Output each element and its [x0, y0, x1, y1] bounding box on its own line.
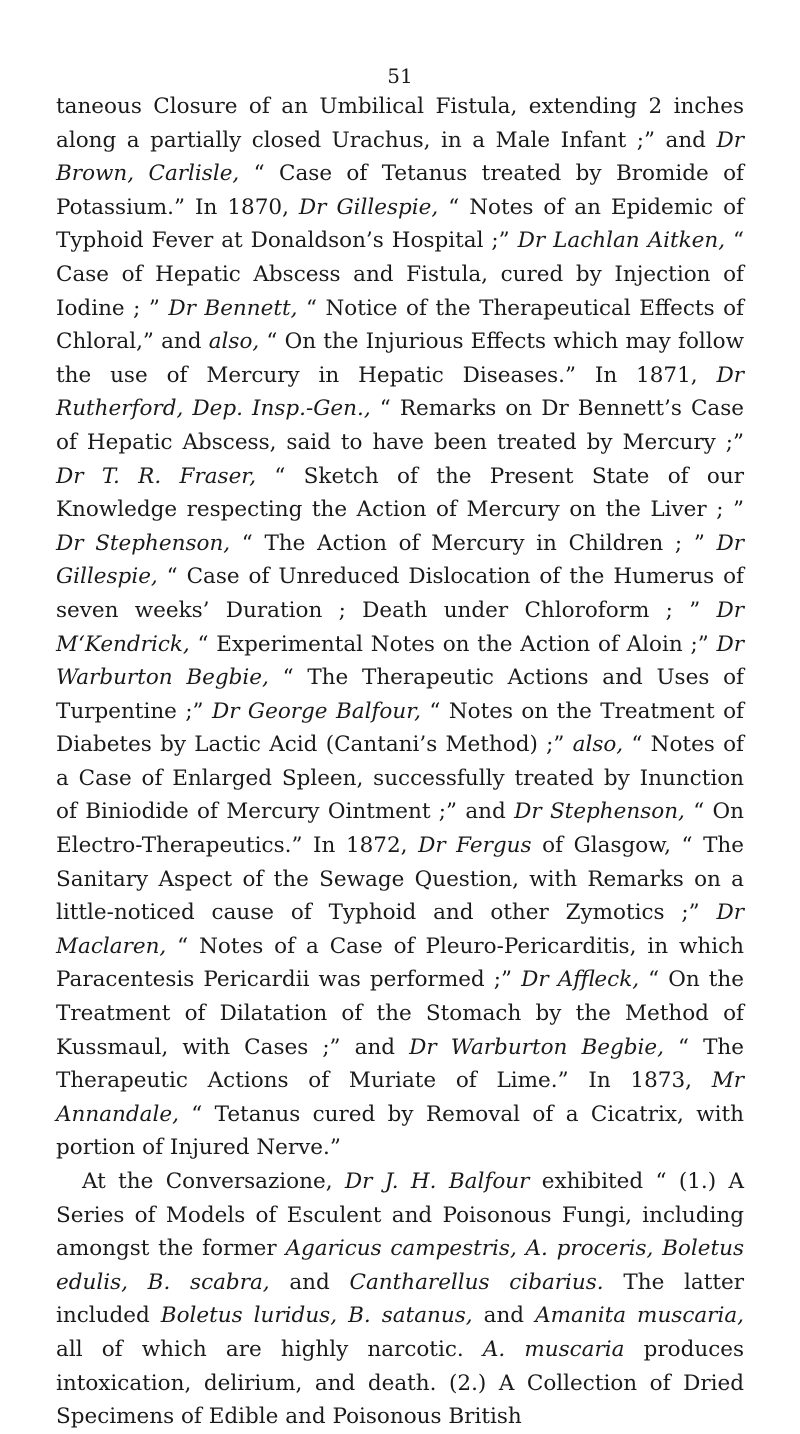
- text-run: exhibited “ (1.) A Series of Models of Esculent and Poisonous Fungi, including amongst the former: [56, 1169, 744, 1262]
- text-run: and: [269, 1269, 350, 1295]
- text-run: “ Case of Hepatic Abscess and Fistula, cured by Injection of Iodine ; ”: [56, 228, 745, 321]
- italic-run: Dr Bennett,: [168, 295, 298, 321]
- italic-run: Dr Maclaren,: [56, 900, 744, 959]
- italic-run: Dr Affleck,: [521, 967, 640, 993]
- text-run: “ The Action of Mercury in Children ; ”: [230, 530, 717, 556]
- text-run: “ Sketch of the Present State of our Knowledge respecting the Action of Mercury on the Liver ; ”: [56, 463, 744, 523]
- text-run: “ Remarks on Dr Bennett’s Case of Hepatic Abscess, said to have been treated by Mercury ;”: [56, 396, 744, 455]
- text-run: “ Case of Tetanus treated by Bromide of Potassium.” In 1870,: [56, 161, 744, 220]
- text-run: all of which are highly narcotic.: [56, 1336, 483, 1362]
- text-run: “ Notes on the Treatment of Diabetes by Lactic Acid (Cantani’s Method) ;”: [56, 698, 744, 758]
- italic-run: Amanita muscaria,: [535, 1303, 744, 1329]
- paragraph-papers-list: [56, 90, 744, 1165]
- italic-run: Dr Warburton Begbie,: [56, 631, 744, 691]
- italic-run: also,: [572, 732, 624, 758]
- text-run: produces intoxication, delirium, and death. (2.) A Collection of Dried Specimens of Edible and Poisonous British: [56, 1336, 744, 1430]
- italic-run: Dr M‘Kendrick,: [56, 597, 744, 657]
- italic-run: Dr Stephenson,: [514, 799, 685, 825]
- italic-run: also,: [208, 329, 260, 355]
- italic-run: Dr George Balfour,: [211, 698, 421, 724]
- italic-run: Agaricus campestris, A. proceris, Boletus edulis, B. scabra,: [56, 1236, 744, 1295]
- text-run: “ The Therapeutic Actions of Muriate of Lime.” In 1873,: [56, 1034, 744, 1094]
- page-number: 51: [387, 64, 413, 88]
- body-text: [56, 90, 744, 1434]
- paragraph-conversazione: [56, 1165, 744, 1434]
- text-run: “ On the Treatment of Dilatation of the Stomach by the Method of Kussmaul, with Cases ;” and: [56, 967, 744, 1060]
- italic-run: Dr T. R. Fraser,: [56, 463, 257, 489]
- text-run: “ Notes of an Epidemic of Typhoid Fever at Donaldson’s Hospital ;”: [56, 194, 744, 254]
- italic-run: Dr Rutherford, Dep. Insp.-Gen.,: [56, 362, 744, 422]
- text-run: “ Tetanus cured by Removal of a Cicatrix, with portion of Injured Nerve.”: [56, 1101, 744, 1161]
- italic-run: Dr Gillespie,: [298, 194, 439, 220]
- text-run: “ Experimental Notes on the Action of Aloin ;”: [189, 631, 717, 657]
- italic-run: Dr Brown, Carlisle,: [56, 127, 744, 187]
- text-run: taneous Closure of an Umbilical Fistula, extending 2 inches along a partially closed Urachus, in a Male Infant ;” and: [56, 94, 744, 153]
- text-run: “ Case of Unreduced Dislocation of the Humerus of seven weeks’ Duration ; Death under Chloroform ; ”: [56, 564, 744, 623]
- text-run: “ On the Injurious Effects which may follow the use of Mercury in Hepatic Diseases.” In 1871,: [56, 329, 744, 388]
- italic-run: Mr Annandale,: [56, 1068, 744, 1127]
- italic-run: Dr Lachlan Aitken,: [517, 228, 726, 254]
- text-run: The latter included: [56, 1269, 744, 1329]
- italic-run: A. muscaria: [482, 1336, 625, 1362]
- text-run: and: [472, 1303, 536, 1329]
- italic-run: Dr J. H. Balfour: [344, 1169, 530, 1194]
- italic-run: Dr Warburton Begbie,: [409, 1034, 664, 1060]
- italic-run: Dr Stephenson,: [56, 530, 231, 556]
- text-run: “ The Therapeutic Actions and Uses of Turpentine ;”: [56, 665, 744, 724]
- text-run: “ Notice of the Therapeutical Effects of Chloral,” and: [56, 295, 745, 355]
- text-run: At the Conversazione,: [82, 1169, 345, 1194]
- text-run: “ On Electro-Therapeutics.” In 1872,: [56, 799, 744, 859]
- text-run: of Glasgow, “ The Sanitary Aspect of the Sewage Question, with Remarks on a little-noticed cause of Typhoid and other Zymotics ;”: [56, 833, 744, 926]
- text-run: “ Notes of a Case of Enlarged Spleen, successfully treated by Inunction of Biniodide of Mercury Ointment ;” and: [56, 732, 744, 825]
- italic-run: Dr Gillespie,: [56, 530, 745, 590]
- italic-run: Dr Fergus: [418, 833, 532, 859]
- italic-run: Cantharellus cibarius.: [349, 1269, 604, 1295]
- text-run: “ Notes of a Case of Pleuro-Pericarditis, in which Paracentesis Pericardii was performed ;”: [56, 933, 744, 993]
- italic-run: Boletus luridus, B. satanus,: [160, 1303, 473, 1329]
